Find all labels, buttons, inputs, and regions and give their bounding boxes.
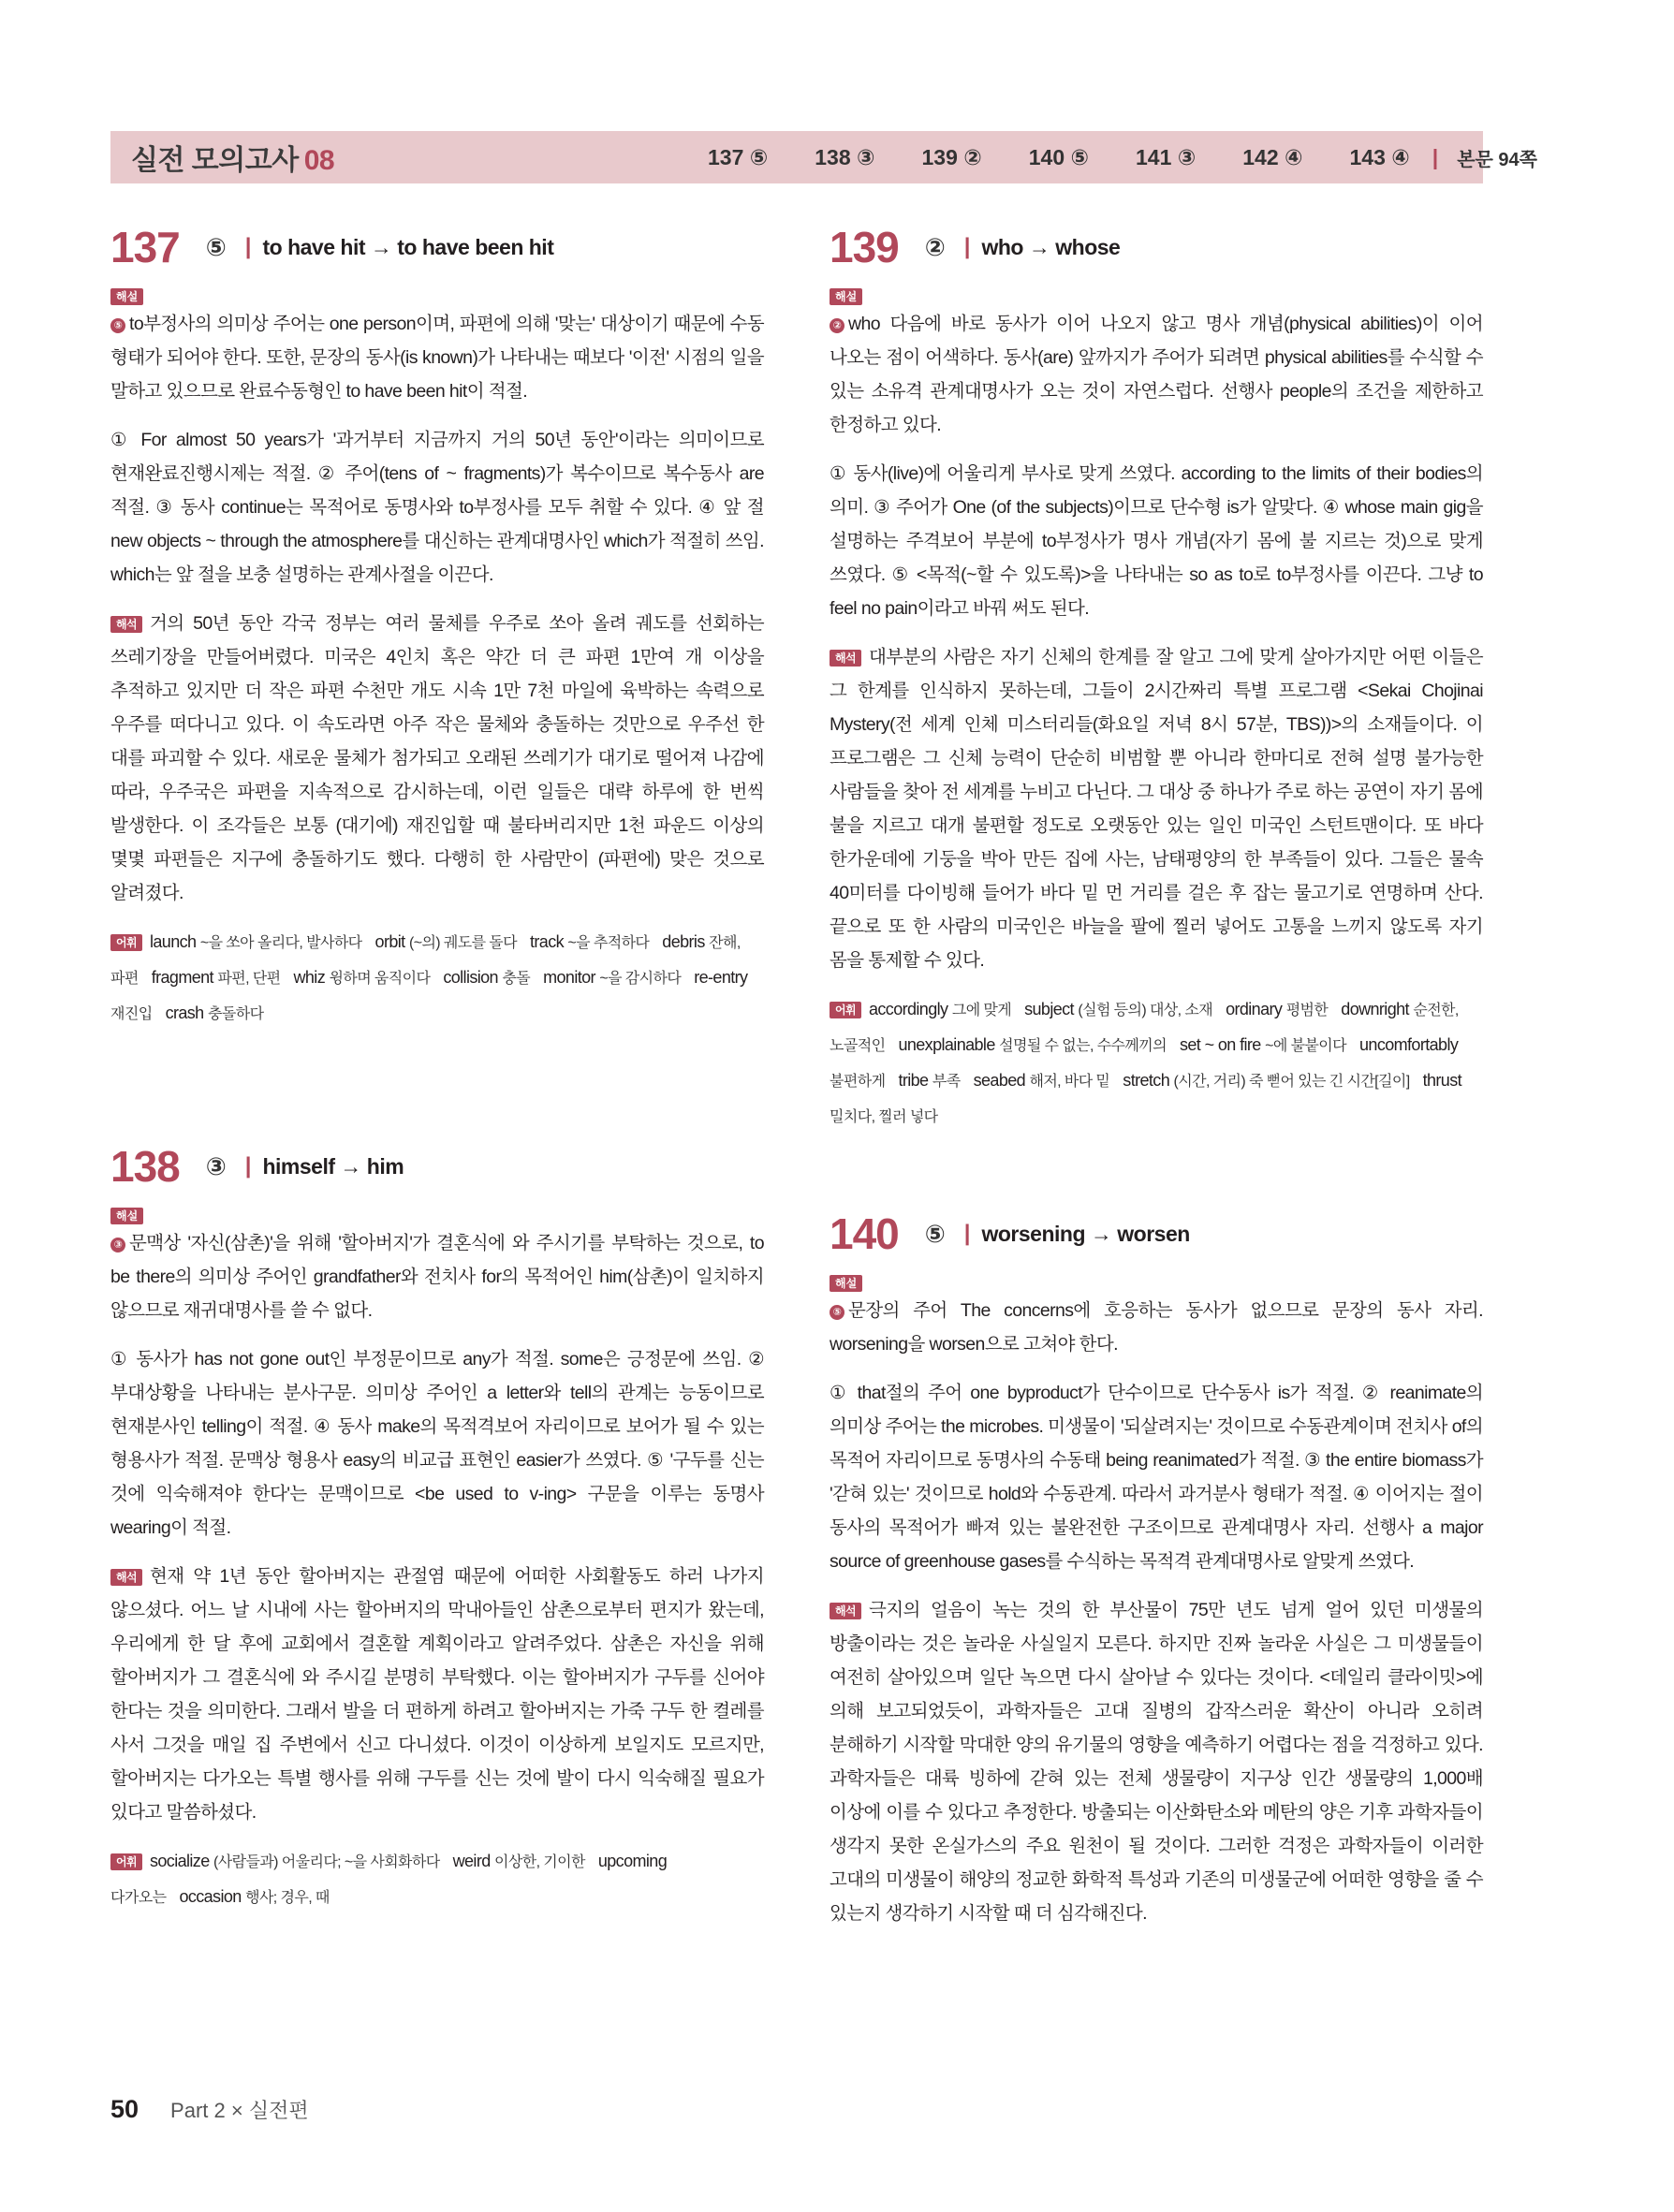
answer-141: 141 ③ bbox=[1136, 144, 1197, 169]
answer-137: 137 ⑤ bbox=[708, 144, 769, 169]
question-139 bbox=[830, 221, 1483, 1135]
answer-bullet: ⑤ bbox=[830, 1305, 844, 1320]
vocab-label: 어휘 bbox=[830, 1002, 861, 1018]
answer-138: 138 ③ bbox=[815, 144, 875, 169]
question-correction: who → whose bbox=[981, 234, 1121, 259]
translation-label: 해석 bbox=[110, 1569, 142, 1586]
answer-139: 139 ② bbox=[921, 144, 982, 169]
commentary-text: ③ 문맥상 '자신(삼촌)'을 위해 '할아버지'가 결혼식에 와 주시기를 부탁하는 것으로, to be there의 의미상 주어인 grandfather와 전치사 for의 목적어인 him(삼촌)이 일치하지 않으므로 재귀대명사를 쓸 수 없다. bbox=[110, 1233, 764, 1321]
translation-text: 해석 대부분의 사람은 자기 신체의 한계를 잘 알고 그에 맞게 살아가지만 어떤 이들은 그 한계를 인식하지 못하는데, 그들이 2시간짜리 특별 프로그램 <Sekai Chojinai Mystery(전 세계 인체 미스터리들(화요일 저녁 8시 57분, TBS))>의 소재들이다. 이 프로그램은 그 신체 능력이 단순히 비범할 뿐 아니라 한마디로 전혀 설명 불가능한 사람들을 찾아 전 세계를 누비고 다닌다. 그 대상 중 하나가 주로 하는 공연이 자기 몸에 불을 지르고 대개 불편할 정도로 오랫동안 있는 일인 미국인 스턴트맨이다. 또 바다 한가운데에 기둥을 박아 만든 집에 사는, 남태평양의 한 부족들이 있다. 그들은 물속 40미터를 다이빙해 들어가 바다 밑 먼 거리를 걸은 후 잡는 물고기로 연명하며 산다. 끝으로 또 한 사람의 미국인은 바늘을 팔에 찔러 넣어도 고통을 느끼지 않도록 자기 몸을 통제할 수 있다. bbox=[830, 647, 1483, 971]
commentary-label: 해설 bbox=[830, 1275, 862, 1292]
answer-key bbox=[708, 131, 1537, 183]
question-number: 138 bbox=[110, 1142, 180, 1191]
question-header bbox=[830, 221, 1483, 273]
answer-bullet: ③ bbox=[110, 1238, 125, 1252]
answer-bullet: ② bbox=[830, 318, 844, 333]
commentary-label: 해설 bbox=[110, 1208, 143, 1224]
commentary-text: ⑤ 문장의 주어 The concerns에 호응하는 동사가 없으므로 문장의 동사 자리. worsening을 worsen으로 고쳐야 한다. bbox=[830, 1300, 1483, 1355]
header-separator: | bbox=[1432, 144, 1439, 169]
question-separator: | bbox=[244, 1153, 252, 1179]
translation-label: 해석 bbox=[830, 650, 861, 667]
vocab-label: 어휘 bbox=[110, 1853, 142, 1870]
commentary-label: 해설 bbox=[110, 288, 143, 305]
question-number: 137 bbox=[110, 223, 180, 271]
part-label: Part 2 × 실전편 bbox=[170, 2099, 309, 2122]
question-answer: ② bbox=[924, 232, 946, 261]
question-correction: to have hit → to have been hit bbox=[262, 234, 554, 259]
vocabulary-list: 어휘 accordingly 그에 맞게 subject (실험 등의) 대상, 소재 ordinary 평범한 downright 순전한, 노골적인 unexplainable 설명될 수 없는, 수수께끼의 set ~ on fire ~에 불붙이다 uncomfortably 불편하게 tribe 부족 seabed 해저, 바다 밑 stretch (시간, 거리) 죽 뻗어 있는 긴 시간[길이] thrust 밀치다, 찔러 넣다 bbox=[830, 1000, 1462, 1125]
question-header bbox=[830, 1208, 1483, 1260]
translation-text: 해석 거의 50년 동안 각국 정부는 여러 물체를 우주로 쏘아 올려 궤도를 선회하는 쓰레기장을 만들어버렸다. 미국은 4인치 혹은 약간 더 큰 파편 1만여 개 이상을 추적하고 있지만 더 작은 파편 수천만 개도 시속 1만 7천 마일에 육박하는 속력으로 우주를 떠다니고 있다. 이 속도라면 아주 작은 물체와 충돌하는 것만으로 우주선 한 대를 파괴할 수 있다. 새로운 물체가 첨가되고 오래된 쓰레기가 대기로 떨어져 나감에 따라, 우주국은 파편을 지속적으로 감시하는데, 이런 일들은 대략 하루에 한 번씩 발생한다. 이 조각들은 보통 (대기에) 재진입할 때 불타버리지만 1천 파운드 이상의 몇몇 파편들은 지구에 충돌하기도 했다. 다행히 한 사람만이 (파편에) 맞은 것으로 알려졌다. bbox=[110, 613, 764, 903]
vocab-label: 어휘 bbox=[110, 934, 142, 951]
question-correction: worsening → worsen bbox=[981, 1221, 1190, 1246]
question-answer: ⑤ bbox=[205, 232, 227, 261]
vocabulary-list: 어휘 launch ~을 쏘아 올리다, 발사하다 orbit (~의) 궤도를 돌다 track ~을 추적하다 debris 잔해, 파편 fragment 파편, 단편 whiz 윙하며 움직이다 collision 충돌 monitor ~을 감시하다 re-entry 재진입 crash 충돌하다 bbox=[110, 932, 748, 1022]
question-answer: ③ bbox=[205, 1151, 227, 1180]
question-137 bbox=[110, 221, 764, 1032]
explanation-text: ① For almost 50 years가 '과거부터 지금까지 거의 50년 동안'이라는 의미이므로 현재완료진행시제는 적절. ② 주어(tens of ~ fragments)가 복수이므로 복수동사 are 적절. ③ 동사 continue는 목적어로 동명사와 to부정사를 모두 취할 수 있다. ④ 앞 절 new objects ~ through the atmosphere를 대신하는 관계대명사인 which가 적절히 쓰임. which는 앞 절을 보충 설명하는 관계사절을 이끈다. bbox=[110, 430, 764, 585]
question-answer: ⑤ bbox=[924, 1219, 946, 1248]
question-number: 140 bbox=[830, 1209, 899, 1258]
answer-140: 140 ⑤ bbox=[1028, 144, 1089, 169]
translation-label: 해석 bbox=[110, 616, 142, 633]
commentary-text: ⑤ to부정사의 의미상 주어는 one person이며, 파편에 의해 '맞는' 대상이기 때문에 수동 형태가 되어야 한다. 또한, 문장의 동사(is known)가 나타내는 때보다 '이전' 시점의 일을 말하고 있으므로 완료수동형인 to have been hit이 적절. bbox=[110, 314, 764, 402]
test-title: 실전 모의고사 08 bbox=[131, 145, 335, 176]
question-separator: | bbox=[963, 1221, 971, 1246]
question-header bbox=[110, 221, 764, 273]
explanation-text: ① 동사가 has not gone out인 부정문이므로 any가 적절. some은 긍정문에 쓰임. ② 부대상황을 나타내는 분사구문. 의미상 주어인 a letter와 tell의 관계는 능동이므로 현재분사인 telling이 적절. ④ 동사 make의 목적격보어 자리이므로 보어가 될 수 있는 형용사가 적절. 문맥상 형용사 easy의 비교급 표현인 easier가 쓰였다. ⑤ '구두를 신는 것에 익숙해져야 한다'는 문맥이므로 <be used to v-ing> 구문을 이루는 동명사 wearing이 적절. bbox=[110, 1349, 764, 1538]
vocabulary-list: 어휘 socialize (사람들과) 어울리다; ~을 사회화하다 weird 이상한, 기이한 upcoming 다가오는 occasion 행사; 경우, 때 bbox=[110, 1852, 668, 1906]
translation-label: 해석 bbox=[830, 1603, 861, 1619]
question-header bbox=[110, 1140, 764, 1193]
page-reference: 본문 94쪽 bbox=[1457, 149, 1537, 170]
explanation-text: ① 동사(live)에 어울리게 부사로 맞게 쓰였다. according to the limits of their bodies의 의미. ③ 주어가 One (of the subjects)이므로 단수형 is가 알맞다. ④ whose main gig을 설명하는 주격보어 부분에 to부정사가 명사 개념(자기 몸에 불 지르는 것)으로 맞게 쓰였다. ⑤ <목적(~할 수 있도록)>을 나타내는 so as to로 to부정사를 이끈다. 그냥 to feel no pain이라고 바꿔 써도 된다. bbox=[830, 463, 1483, 619]
page-footer bbox=[110, 2095, 309, 2124]
question-138 bbox=[110, 1140, 764, 1915]
explanation-text: ① that절의 주어 one byproduct가 단수이므로 단수동사 is가 적절. ② reanimate의 의미상 주어는 the microbes. 미생물이 '되살려지는' 것이므로 수동관계이며 전치사 of의 목적어 자리이므로 동명사의 수동태 being reanimated가 적절. ③ the entire biomass가 '갇혀 있는' 것이므로 hold와 수동관계. 따라서 과거분사 형태가 적절. ④ 이어지는 절이 동사의 목적어가 빠져 있는 불완전한 구조이므로 관계대명사 자리. 선행사 a major source of greenhouse gases를 수식하는 목적격 관계대명사로 알맞게 쓰였다. bbox=[830, 1383, 1483, 1572]
answer-143: 143 ④ bbox=[1349, 144, 1410, 169]
question-correction: himself → him bbox=[262, 1153, 404, 1179]
page-number: 50 bbox=[110, 2095, 140, 2123]
answer-bullet: ⑤ bbox=[110, 318, 125, 333]
test-number: 08 bbox=[303, 145, 335, 176]
commentary-text: ② who 다음에 바로 동사가 이어 나오지 않고 명사 개념(physical abilities)이 이어 나오는 점이 어색하다. 동사(are) 앞까지가 주어가 되려면 physical abilities를 수식할 수 있는 소유격 관계대명사가 오는 것이 자연스럽다. 선행사 people의 조건을 제한하고 한정하고 있다. bbox=[830, 314, 1483, 435]
question-number: 139 bbox=[830, 223, 899, 271]
answer-142: 142 ④ bbox=[1242, 144, 1303, 169]
question-140 bbox=[830, 1208, 1483, 1930]
translation-text: 해석 현재 약 1년 동안 할아버지는 관절염 때문에 어떠한 사회활동도 하러 나가지 않으셨다. 어느 날 시내에 사는 할아버지의 막내아들인 삼촌으로부터 편지가 왔는데, 우리에게 한 달 후에 교회에서 결혼할 계획이라고 알려주었다. 삼촌은 자신을 위해 할아버지가 그 결혼식에 와 주시길 분명히 부탁했다. 이는 할아버지가 구두를 신어야 한다는 것을 의미한다. 그래서 발을 더 편하게 하려고 할아버지는 가죽 구두 한 켤레를 사서 그것을 매일 집 주변에서 신고 다니셨다. 이것이 이상하게 보일지도 모르지만, 할아버지는 다가오는 특별 행사를 위해 구두를 신는 것에 발이 다시 익숙해질 필요가 있다고 말씀하셨다. bbox=[110, 1566, 764, 1823]
question-separator: | bbox=[963, 234, 971, 259]
page-header bbox=[110, 131, 1537, 183]
commentary-label: 해설 bbox=[830, 288, 862, 305]
translation-text: 해석 극지의 얼음이 녹는 것의 한 부산물이 75만 년도 넘게 얼어 있던 미생물의 방출이라는 것은 놀라운 사실일지 모른다. 하지만 진짜 놀라운 사실은 그 미생물들이 여전히 살아있으며 일단 녹으면 다시 살아날 수 있다는 것이다. <데일리 클라이밋>에 의해 보고되었듯이, 과학자들은 고대 질병의 갑작스러운 확산이 아니라 오히려 분해하기 시작할 막대한 양의 유기물의 영향을 예측하기 어렵다는 점을 걱정하고 있다. 과학자들은 대륙 빙하에 갇혀 있는 전체 생물량이 지구상 인간 생물량의 1,000배 이상에 이를 수 있다고 추정한다. 방출되는 이산화탄소와 메탄의 양은 기후 과학자들이 생각지 못한 온실가스의 주요 원천이 될 것이다. 그러한 걱정은 과학자들이 이러한 고대의 미생물이 해양의 정교한 화학적 특성과 기존의 미생물군에 어떠한 영향을 줄 수 있는지 생각하기 시작할 때 더 심각해진다. bbox=[830, 1600, 1483, 1924]
question-separator: | bbox=[244, 234, 252, 259]
